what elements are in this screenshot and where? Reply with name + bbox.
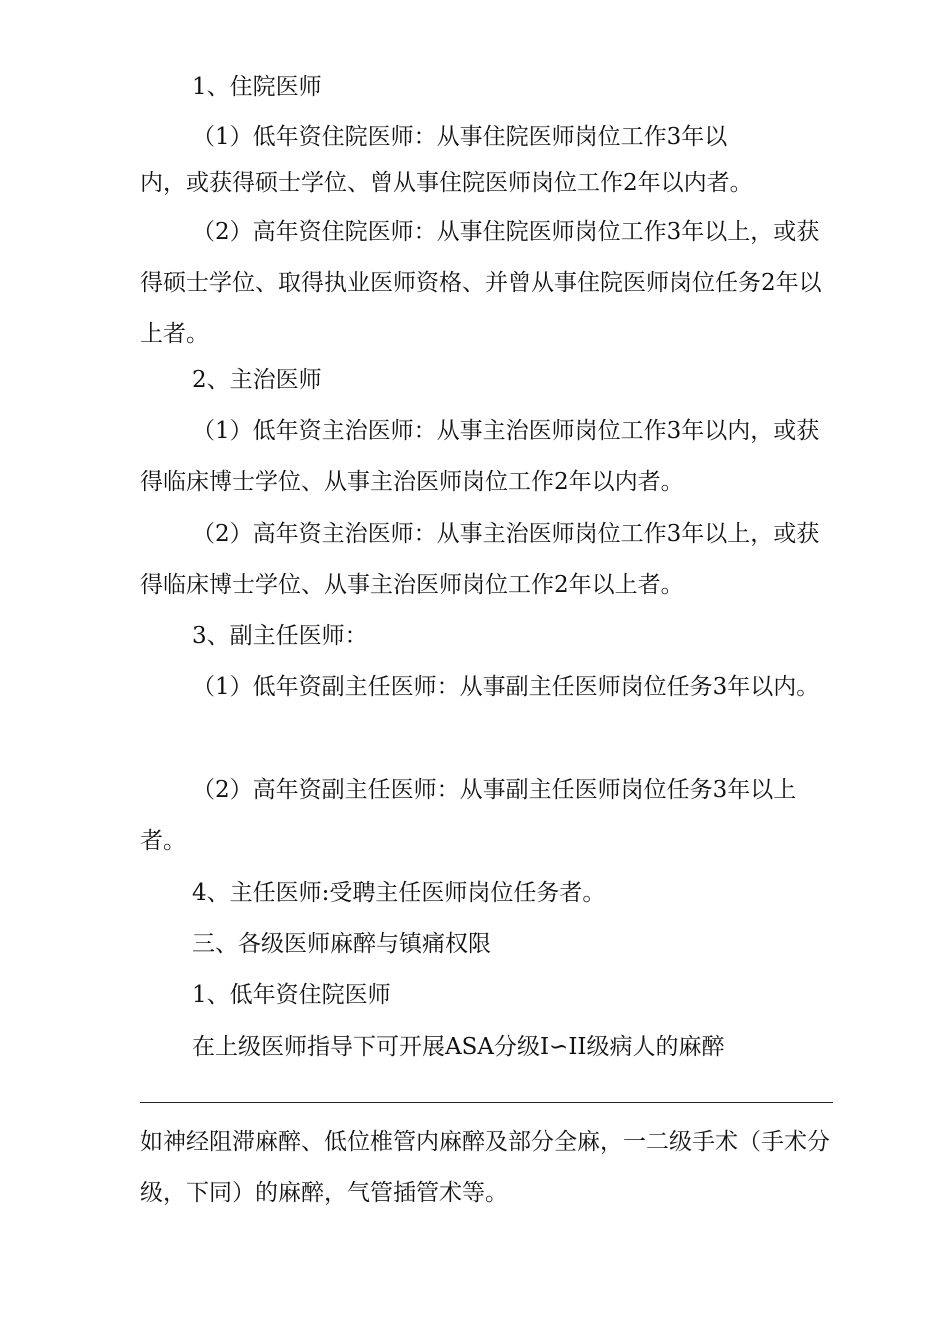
paragraph-junior-attending: （1）低年资主治医师：从事主治医师岗位工作3年以内，或获得临床博士学位、从事主治医师岗位工作2年以内者。 [140,418,820,495]
paragraph-junior-resident-line1: （1）低年资住院医师：从事住院医师岗位工作3年以 [192,124,728,150]
paragraph-senior-associate-chief: （2）高年资副主任医师：从事副主任医师岗位任务3年以上者。 [140,777,797,854]
heading-resident-physician: 1、住院医师 [192,74,322,100]
paragraph-asa-anesthesia: 在上级医师指导下可开展ASA分级I∽II级病人的麻醉 [192,1034,725,1060]
heading-associate-chief: 3、副主任医师： [192,623,368,649]
paragraph-anesthesia-scope: 如神经阻滞麻醉、低位椎管内麻醉及部分全麻，一二级手术（手术分级，下同）的麻醉，气管插管术等。 [140,1129,830,1206]
page-divider [140,1102,833,1103]
paragraph-junior-resident-line2: 内，或获得硕士学位、曾从事住院医师岗位工作2年以内者。 [140,170,753,196]
heading-chief-physician: 4、主任医师:受聘主任医师岗位任务者。 [192,880,606,906]
heading-section-three: 三、各级医师麻醉与镇痛权限 [192,931,491,957]
paragraph-senior-attending: （2）高年资主治医师：从事主治医师岗位工作3年以上，或获得临床博士学位、从事主治医师岗位工作2年以上者。 [140,521,820,598]
paragraph-senior-resident: （2）高年资住院医师：从事住院医师岗位工作3年以上，或获得硕士学位、取得执业医师资格、并曾从事住院医师岗位任务2年以上者。 [140,219,822,347]
paragraph-junior-associate-chief: （1）低年资副主任医师：从事副主任医师岗位任务3年以内。 [192,674,820,700]
heading-attending-physician: 2、主治医师 [192,367,322,393]
heading-junior-resident-authority: 1、低年资住院医师 [192,982,391,1008]
